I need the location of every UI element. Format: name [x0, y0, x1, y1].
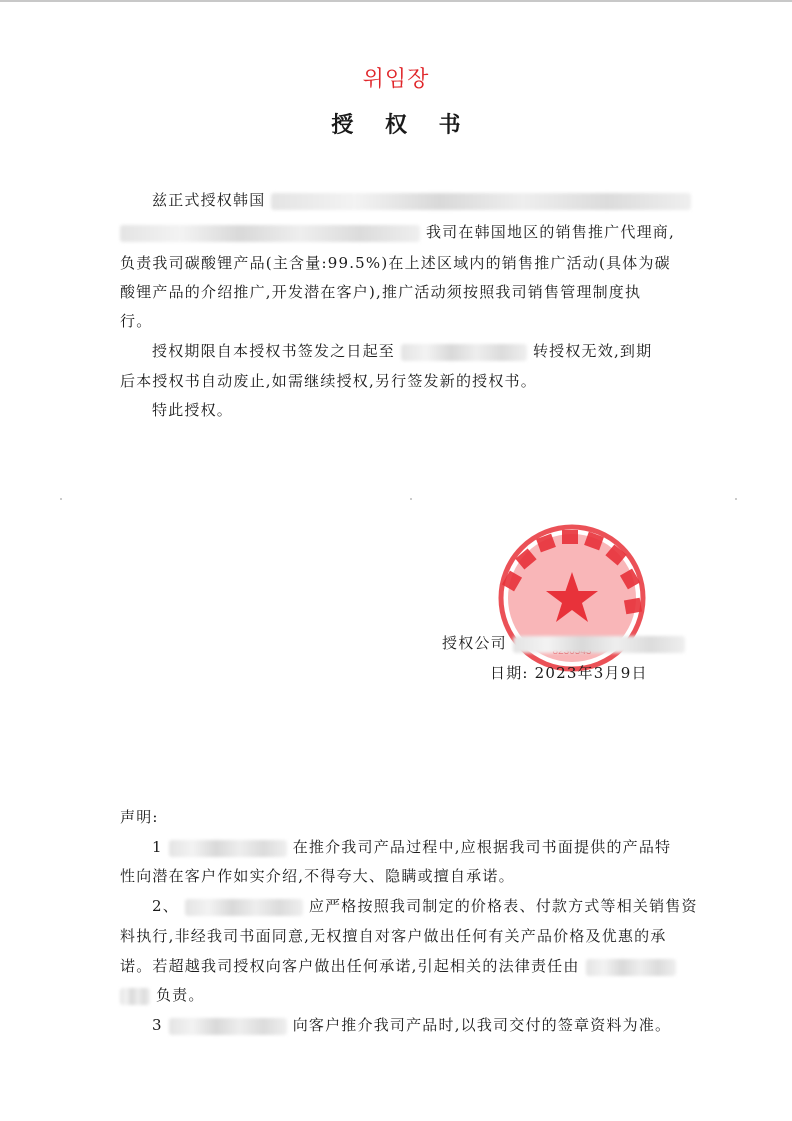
redacted-company-name [120, 988, 150, 1005]
statement-item-2-line-1: 2、 应严格按照我司制定的价格表、付款方式等相关销售资 [152, 897, 698, 915]
date-value: 2023年3月9日 [534, 664, 648, 682]
statement-item-2-line-3: 诺。若超越我司授权向客户做出任何承诺,引起相关的法律责任由 [120, 956, 676, 976]
paragraph-2-line-1: 授权期限自本授权书签发之日起至 转授权无效,到期 [152, 342, 653, 360]
redacted-date [401, 344, 527, 361]
paragraph-1-line-2: 我司在韩国地区的销售推广代理商, [120, 222, 675, 242]
statement-item-1-line-1: 1 在推介我司产品过程中,应根据我司书面提供的产品特 [152, 838, 672, 856]
statement-item-2-line-2: 料执行,非经我司书面同意,无权擅自对客户做出任何有关产品价格及优惠的承 [120, 927, 667, 945]
company-label: 授权公司 [442, 634, 507, 652]
redacted-company-name [169, 1018, 287, 1035]
redacted-company-name [513, 636, 685, 653]
redacted-company-name [120, 225, 420, 242]
document-title: 授 权 书 [331, 112, 473, 138]
statement-item-3: 3 向客户推介我司产品时,以我司交付的签章资料为准。 [152, 1016, 672, 1034]
redacted-company-name [169, 840, 287, 857]
korean-title: 위임장 [362, 67, 430, 92]
paragraph-1-line-3: 负责我司碳酸锂产品(主含量:99.5%)在上述区域内的销售推广活动(具体为碳 [120, 254, 671, 272]
scan-speck [410, 498, 412, 500]
scan-speck [735, 498, 737, 500]
statement-item-1-line-2: 性向潜在客户作如实介绍,不得夸大、隐瞒或擅自承诺。 [120, 867, 515, 885]
scan-speck [60, 498, 62, 500]
paragraph-3: 特此授权。 [152, 401, 234, 419]
top-border [0, 0, 792, 2]
paragraph-2-line-2: 后本授权书自动废止,如需继续授权,另行签发新的授权书。 [120, 372, 537, 390]
statement-heading: 声明: [120, 808, 159, 826]
redacted-company-name [586, 959, 676, 976]
paragraph-1-line-1 [152, 190, 691, 210]
grant-text-start: 兹正式授权韩国 [152, 191, 266, 209]
redacted-company-name [185, 899, 303, 916]
paragraph-1-line-5: 行。 [120, 312, 153, 330]
statement-item-2-line-4: 负责。 [120, 985, 205, 1005]
signature-date: 日期: 2023年3月9日 [490, 664, 648, 682]
redacted-company-name [271, 193, 691, 210]
paragraph-1-line-4: 酸锂产品的介绍推广,开发潜在客户),推广活动须按照我司销售管理制度执 [120, 283, 642, 301]
authorized-company [442, 633, 685, 653]
